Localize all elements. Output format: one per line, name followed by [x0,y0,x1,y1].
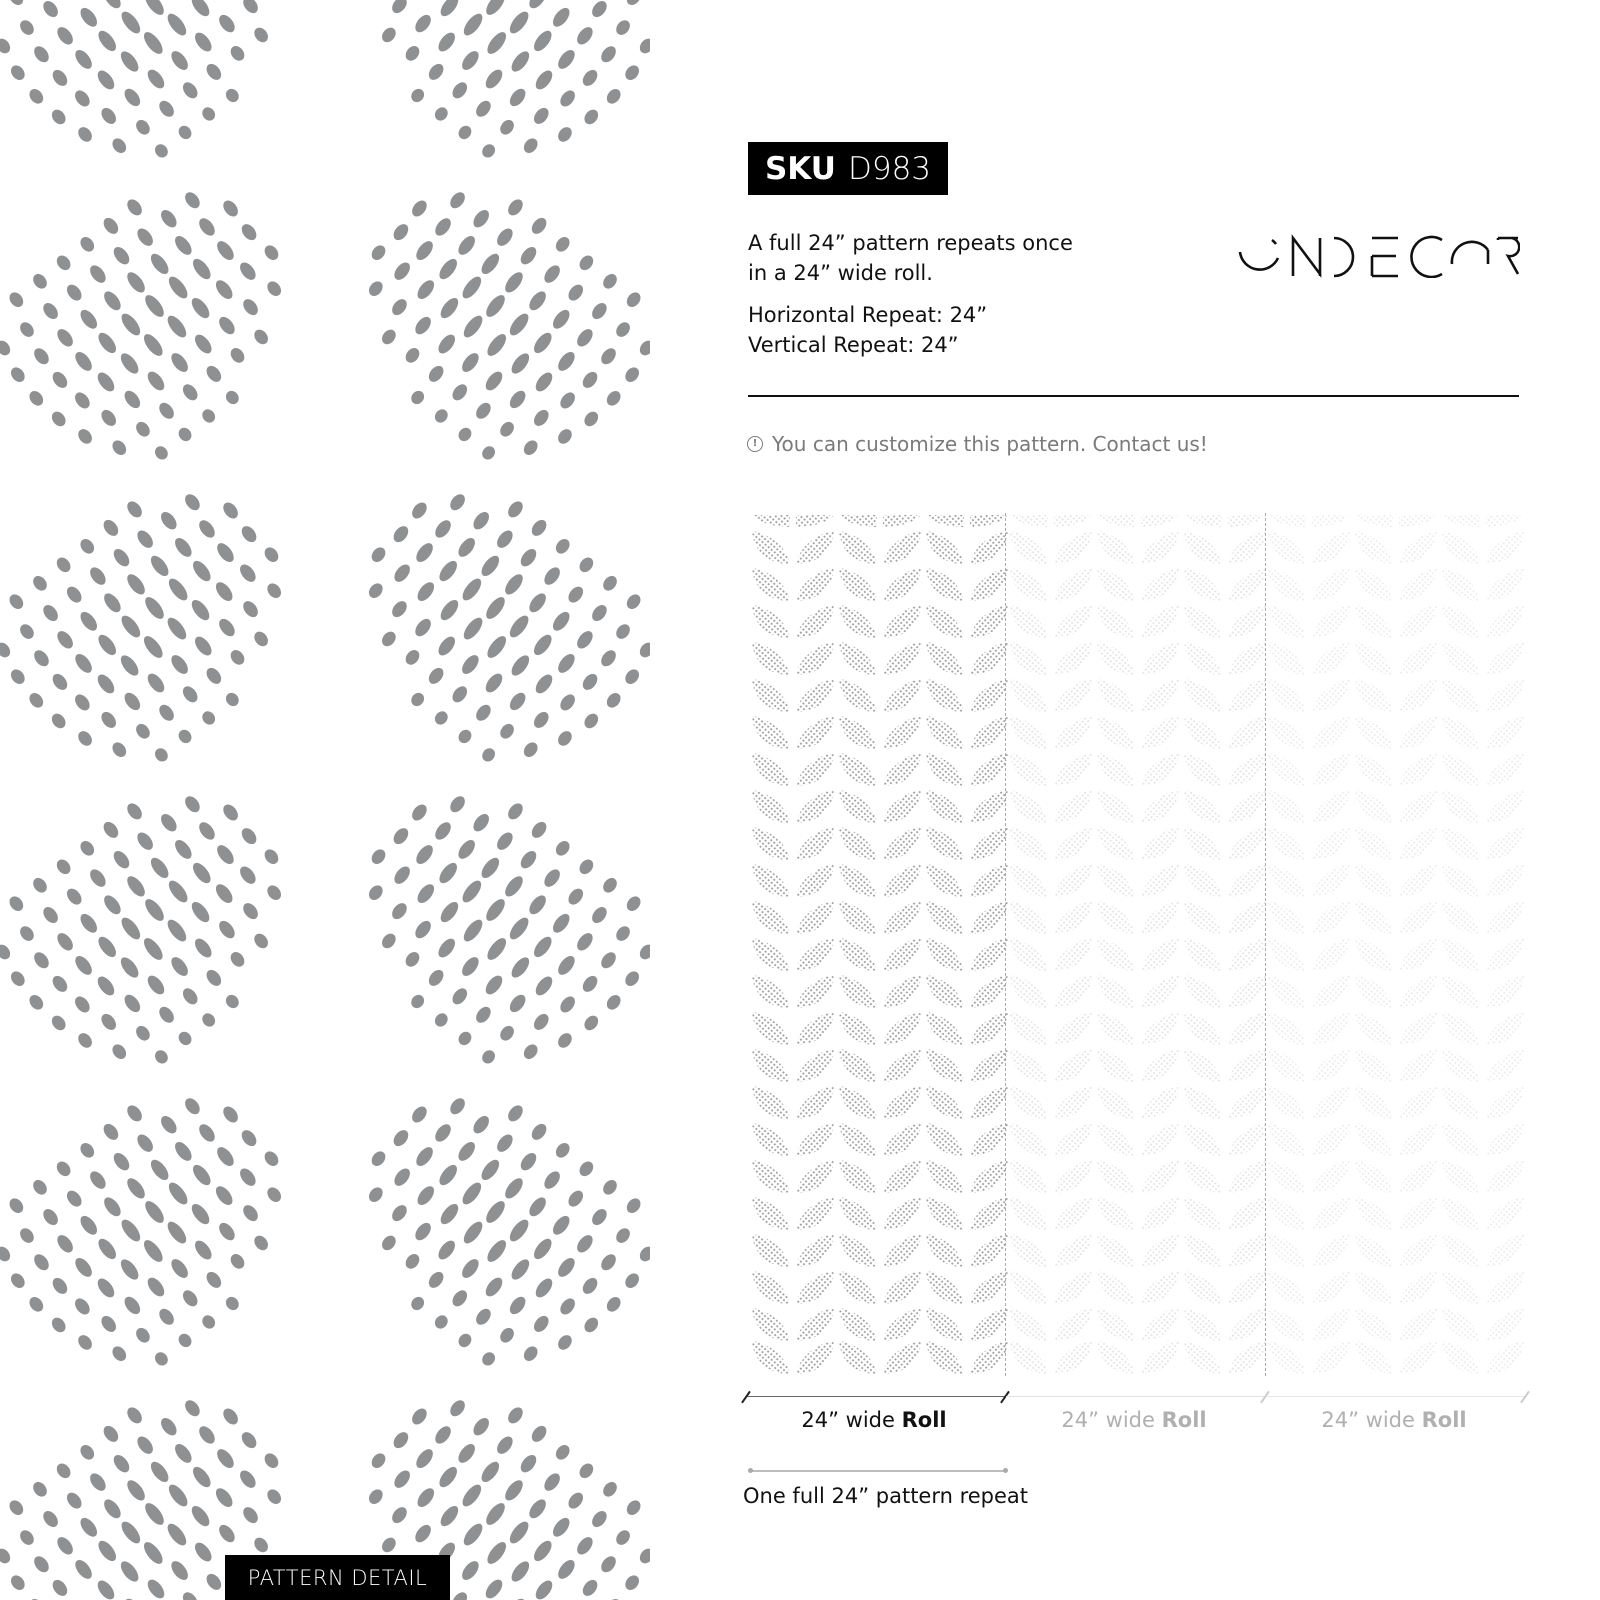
measure-tick [1520,1391,1529,1403]
horizontal-repeat: Horizontal Repeat: 24” [748,303,988,327]
sku-badge [748,142,948,195]
dotted-leaf-pattern [0,0,650,1600]
customize-notice-text: You can customize this pattern. Contact us! [772,432,1208,456]
roll-2-label: 24” wide Roll [1061,1408,1207,1432]
pattern-description [748,228,1148,288]
repeat-specs [748,300,987,360]
roll-3-pattern [1268,515,1524,1374]
roll-1-measure [746,1396,1006,1397]
roll-seam-1 [1005,513,1006,1376]
sku-label: SKU [764,150,836,187]
roll-seam-2 [1265,513,1266,1376]
description-line-2: in a 24” wide roll. [748,261,933,285]
roll-3-label: 24” wide Roll [1321,1408,1467,1432]
customize-notice[interactable] [747,432,1208,456]
brand-logo [1236,234,1520,282]
pattern-repeat-label: One full 24” pattern repeat [743,1484,1029,1508]
roll-pattern-preview [750,513,1524,1374]
pattern-detail-image [0,0,650,1600]
pattern-repeat-arrow [750,1470,1006,1472]
roll-2-measure [1006,1396,1266,1397]
measure-tick [1000,1391,1009,1403]
roll-2-pattern [1010,515,1266,1374]
measure-tick [1260,1391,1269,1403]
roll-1-pattern [752,515,1008,1374]
description-line-1: A full 24” pattern repeats once [748,231,1073,255]
ondecor-logo-icon [1236,234,1520,278]
roll-1-label: 24” wide Roll [801,1408,947,1432]
measure-tick [741,1391,750,1403]
pattern-detail-badge: PATTERN DETAIL [225,1555,450,1600]
roll-preview [750,513,1524,1374]
info-icon: ! [747,436,763,452]
sku-code: D983 [847,150,932,187]
section-divider [748,395,1519,397]
roll-3-measure [1266,1396,1526,1397]
vertical-repeat: Vertical Repeat: 24” [748,333,959,357]
